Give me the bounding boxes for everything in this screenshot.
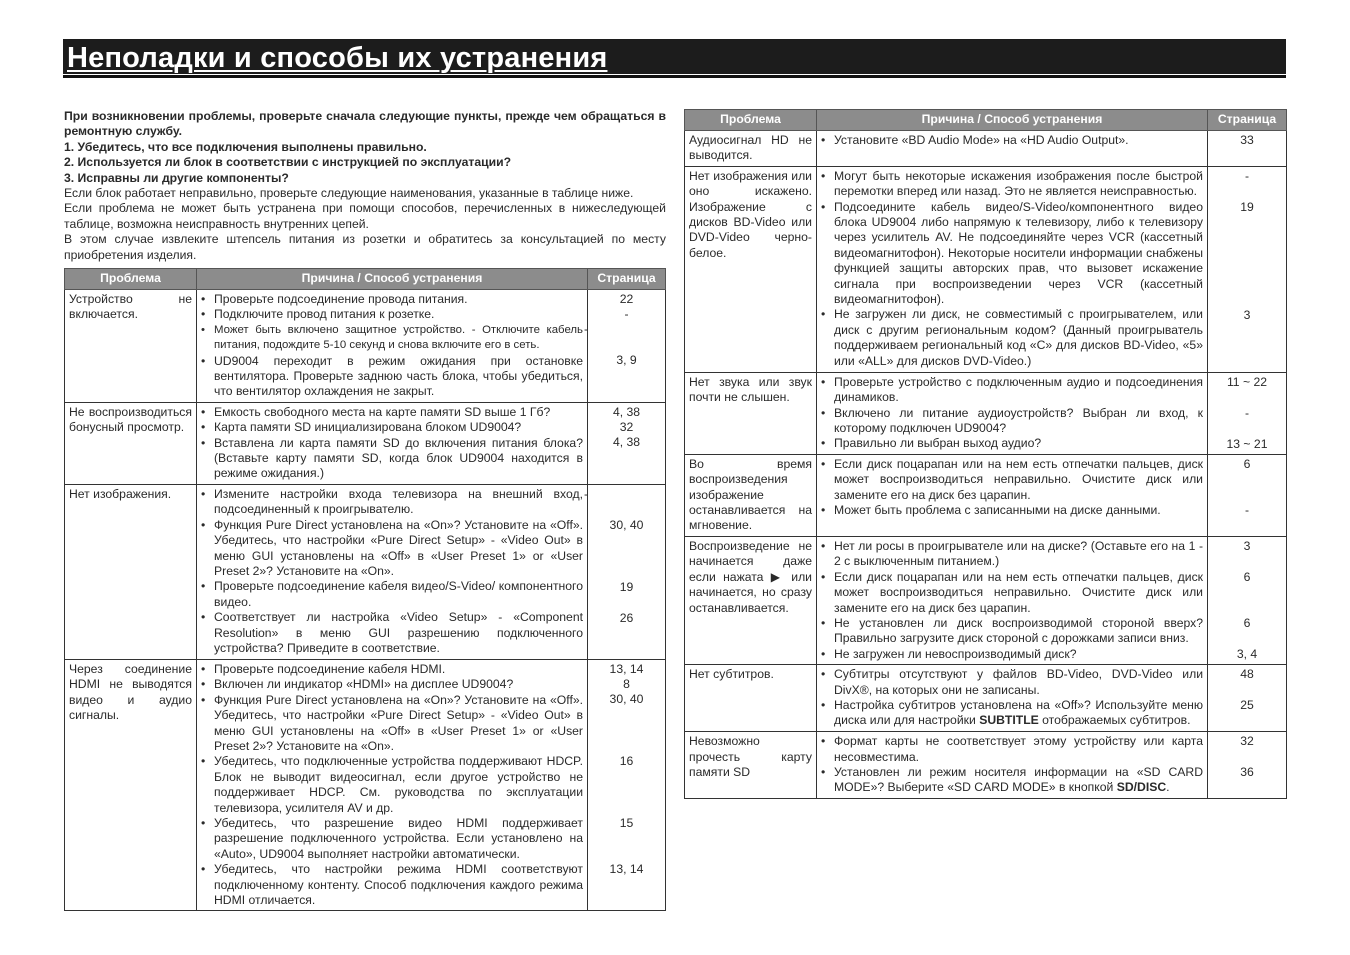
bullet-icon: •: [201, 353, 206, 368]
bullet-icon: •: [201, 579, 206, 594]
page-reference: -: [584, 322, 589, 336]
page-cell: [1208, 536, 1287, 664]
header-cause: Причина / Способ устранения: [817, 110, 1208, 131]
solution-item: [821, 616, 1203, 647]
solution-text: Проверьте подсоединение кабеля HDMI.: [214, 661, 446, 676]
problem-cell: Невозможно прочесть карту памяти SD: [685, 732, 817, 799]
solution-item: [201, 323, 583, 354]
solution-item: [821, 698, 1203, 729]
bullet-icon: •: [821, 734, 826, 749]
page-reference: 25: [1240, 698, 1254, 713]
solution-text: Нет ли росы в проигрывателе или на диске? (Оставьте его на 1 - 2 с выключенным питанием.): [834, 538, 1203, 569]
solution-cell: [817, 372, 1208, 454]
solution-cell: [817, 131, 1208, 167]
solution-cell: [197, 402, 588, 484]
solution-item: [821, 539, 1203, 570]
page-reference: 19: [619, 579, 634, 594]
bullet-icon: •: [201, 323, 205, 336]
solution-item: [201, 436, 583, 482]
table-row: [685, 536, 1287, 664]
page-cell: [1208, 372, 1287, 454]
bullet-icon: •: [201, 435, 206, 450]
bullet-icon: •: [821, 168, 826, 183]
bullet-icon: •: [821, 615, 826, 630]
solution-text: Карта памяти SD инициализирована блоком UD9004?: [214, 420, 522, 435]
page-reference: 19: [1240, 199, 1254, 214]
bullet-icon: •: [821, 667, 826, 682]
bullet-icon: •: [201, 517, 206, 532]
page-reference: 13, 14: [609, 661, 644, 676]
page-reference: 13 ~ 21: [1226, 436, 1268, 451]
page-cell: [1208, 665, 1287, 732]
table-row: [65, 484, 666, 659]
solution-item: [821, 169, 1203, 200]
troubleshooting-table-left: [64, 268, 666, 911]
solution-text: Вставлена ли карта памяти SD до включения питания блока? (Вставьте карту памяти SD, когда блок UD9004 находится в режиме ожидания.): [214, 435, 583, 481]
solution-text: Может быть включено защитное устройство. - Отключите кабель питания, подождите 5-10 секунд и снова включите его в сеть.: [214, 323, 583, 352]
page-reference: 30, 40: [609, 517, 644, 532]
header-problem: Проблема: [65, 269, 197, 290]
problem-cell: Устройство не включается.: [65, 290, 197, 403]
bullet-icon: •: [821, 405, 826, 420]
solution-item: [201, 518, 583, 580]
solution-cell: [817, 454, 1208, 536]
solution-cell: [197, 484, 588, 659]
solution-item: [201, 292, 583, 307]
solution-item: [201, 354, 583, 400]
intro-section: [64, 109, 666, 263]
table-header-row: [65, 269, 666, 290]
solution-item: [201, 754, 583, 816]
problem-cell: Через соединение HDMI не выводятся видео и аудио сигналы.: [65, 659, 197, 911]
solution-text: Проверьте подсоединение провода питания.: [214, 292, 468, 306]
solution-item: [821, 406, 1203, 437]
table-row: [685, 732, 1287, 799]
solution-item: [201, 405, 583, 420]
solution-text: Если диск поцарапан или на нем есть отпечатки пальцев, диск может воспроизводиться неправильно. Очистите диск или замените его на диск без царапин.: [834, 456, 1203, 502]
solution-item: [201, 579, 583, 610]
page-cell: [1208, 166, 1287, 372]
solution-item: [201, 307, 583, 322]
solution-item: [201, 662, 583, 677]
solution-item: [821, 765, 1203, 796]
table-row: [65, 290, 666, 403]
solution-text: Не загружен ли невоспроизводимый диск?: [834, 646, 1077, 661]
solution-cell: [817, 665, 1208, 732]
solution-item: [821, 133, 1203, 148]
bullet-icon: •: [201, 815, 206, 830]
button-reference: SD/DISC: [1116, 780, 1167, 795]
problem-cell: Нет звука или звук почти не слышен.: [685, 372, 817, 454]
bullet-icon: •: [821, 569, 826, 584]
bullet-icon: •: [821, 503, 826, 518]
table-row: [685, 372, 1287, 454]
page-reference: 6: [1243, 615, 1251, 630]
page-reference: 33: [1240, 133, 1254, 147]
bullet-icon: •: [201, 404, 206, 419]
header-page: Страница: [588, 269, 666, 290]
page-reference: 32: [1240, 734, 1254, 749]
page-reference: 6: [1243, 456, 1251, 471]
solution-item: [201, 487, 583, 518]
solution-cell: [197, 659, 588, 911]
solution-cell: [817, 732, 1208, 799]
bullet-icon: •: [201, 486, 206, 501]
solution-text: Убедитесь, что настройки режима HDMI соответствуют подключенному контенту. Способ подключения каждого режима HDMI отличается.: [214, 862, 583, 907]
title-bar: [63, 39, 1286, 74]
page-reference: 8: [623, 676, 630, 691]
problem-cell: Аудиосигнал HD не выводится.: [685, 131, 817, 167]
page-reference: 30, 40: [609, 691, 644, 706]
solution-text: Функция Pure Direct установлена на «On»? Установите на «Off». Убедитесь, что настройки «Pure Direct Setup» - «Video Out» в меню GUI установлены на «Off» в «User Preset 1» or «User Preset 2»? Установите на «On».: [214, 692, 583, 753]
bullet-icon: •: [201, 610, 206, 625]
solution-cell: [817, 166, 1208, 372]
bullet-icon: •: [821, 538, 826, 553]
button-reference: SUBTITLE: [979, 713, 1039, 728]
solution-item: [821, 375, 1203, 406]
bullet-icon: •: [201, 677, 206, 692]
solution-item: [821, 200, 1203, 308]
table-row: [685, 665, 1287, 732]
header-problem: Проблема: [685, 110, 817, 131]
page-cell: [584, 484, 666, 659]
page-title: Неполадки и способы их устранения: [67, 42, 608, 74]
solution-text: Соответствует ли настройка «Video Setup» - «Component Resolution» в меню GUI разрешению подключенного устройства? Приведите в соответствие.: [214, 610, 583, 655]
problem-cell: Нет изображения.: [65, 484, 197, 659]
page-reference: -: [1244, 502, 1250, 517]
page-reference: 3, 9: [616, 353, 637, 367]
table-header-row: [685, 110, 1287, 131]
bullet-icon: •: [821, 133, 826, 147]
problem-cell: Нет субтитров.: [685, 665, 817, 732]
page-reference: -: [584, 486, 589, 501]
solution-item: [821, 307, 1203, 369]
page-reference: 3: [1243, 538, 1251, 553]
page-reference: -: [624, 307, 629, 321]
bullet-icon: •: [821, 307, 826, 322]
header-page: Страница: [1208, 110, 1287, 131]
page-reference: 11 ~ 22: [1226, 374, 1268, 389]
page-reference: 22: [619, 292, 634, 306]
problem-cell: Нет изображения или оно искажено. Изображение с дисков BD-Video или DVD-Video черно-белое.: [685, 166, 817, 372]
bullet-icon: •: [821, 374, 826, 389]
solution-text: Проверьте устройство с подключенным аудио и подсоединения динамиков.: [834, 374, 1203, 405]
page-reference: -: [1244, 405, 1250, 420]
intro-paragraph: Если блок работает неправильно, проверьте следующие наименования, указанные в таблице ниже.: [64, 186, 634, 201]
page-reference: 4, 38: [612, 434, 641, 449]
solution-item: [201, 610, 583, 656]
bullet-icon: •: [821, 646, 826, 661]
page-reference: 6: [1243, 569, 1251, 584]
solution-text: .: [1166, 780, 1170, 795]
page-reference: 16: [619, 753, 634, 768]
solution-text: UD9004 переходит в режим ожидания при остановке вентилятора. Проверьте заднюю часть блока, чтобы убедиться, что вентилятор охлаждения не закрыт.: [214, 353, 583, 399]
bullet-icon: •: [201, 692, 206, 707]
header-cause: Причина / Способ устранения: [197, 269, 588, 290]
solution-item: [201, 693, 583, 755]
bullet-icon: •: [821, 199, 826, 214]
title-divider: [63, 75, 1286, 78]
bullet-icon: •: [201, 661, 206, 676]
solution-text: Включен ли индикатор «HDMI» на дисплее UD9004?: [214, 677, 514, 692]
table-row: [685, 454, 1287, 536]
bullet-icon: •: [821, 764, 826, 779]
bullet-icon: •: [201, 420, 206, 435]
solution-item: [821, 734, 1203, 765]
intro-check-3: 3. Исправны ли другие компоненты?: [64, 170, 289, 185]
page-reference: 32: [619, 419, 634, 434]
solution-text: Субтитры отсутствуют у файлов BD-Video, DVD-Video или DivX®, на которых они не записаны.: [834, 667, 1203, 697]
solution-text: Правильно ли выбран выход аудио?: [834, 436, 1042, 451]
solution-text: Измените настройки входа телевизора на внешний вход, подсоединенный к проигрывателю.: [214, 486, 583, 517]
bullet-icon: •: [821, 436, 826, 451]
solution-cell: [817, 536, 1208, 664]
bullet-icon: •: [201, 307, 206, 322]
solution-text: Убедитесь, что подключенные устройства поддерживают HDCP. Блок не выводит видеосигнал, если другое устройство не поддерживает HDCP. См. руководства по эксплуатации телевизора, усилителя AV и др.: [214, 754, 583, 815]
problem-cell: Воспроизведение не начинается даже если нажата ▶ или начинается, но сразу останавливается.: [685, 536, 817, 664]
solution-text: Формат карты не соответствует этому устройству или карта несовместима.: [834, 734, 1203, 764]
page-reference: 4, 38: [612, 404, 641, 419]
table-row: [65, 659, 666, 911]
solution-text: Установлен ли режим носителя информации на «SD CARD MODE»? Выберите «SD CARD MODE» в кнопкой: [834, 764, 1203, 795]
solution-item: [201, 677, 583, 692]
bullet-icon: •: [201, 292, 206, 306]
problem-cell: Не воспроизводиться бонусный просмотр.: [65, 402, 197, 484]
page-reference: 15: [619, 815, 634, 830]
solution-cell: [197, 290, 588, 403]
solution-text: Установите «BD Audio Mode» на «HD Audio Output».: [834, 133, 1129, 147]
solution-text: отображаемых субтитров.: [1038, 713, 1191, 728]
page-reference: 36: [1240, 765, 1254, 780]
page-cell: [1208, 131, 1287, 167]
solution-text: Подключите провод питания к розетке.: [214, 307, 435, 322]
intro-check-1: 1. Убедитесь, что все подключения выполнены правильно.: [64, 139, 427, 154]
solution-text: Может быть проблема с записанными на диске данными.: [834, 503, 1161, 518]
solution-text: Не установлен ли диск воспроизводимой стороной вверх? Правильно загрузите диск стороной с дорожками записи вниз.: [834, 615, 1203, 646]
solution-item: [821, 647, 1203, 662]
page-cell: [584, 290, 666, 403]
solution-text: Проверьте подсоединение кабеля видео/S-Video/ компонентного видео.: [214, 579, 583, 609]
solution-text: Могут быть некоторые искажения изображения после быстрой перемотки вперед или назад. Это не является неисправностью.: [834, 168, 1203, 199]
bullet-icon: •: [201, 754, 206, 769]
page-reference: 48: [1240, 667, 1254, 682]
page-cell: [588, 659, 666, 911]
solution-item: [821, 436, 1203, 451]
page-cell: [588, 402, 666, 484]
bullet-icon: •: [201, 862, 206, 877]
solution-item: [201, 862, 583, 908]
intro-check-2: 2. Используется ли блок в соответствии с инструкцией по эксплуатации?: [64, 155, 512, 170]
troubleshooting-table-right: [684, 109, 1287, 799]
solution-item: [821, 570, 1203, 616]
solution-text: Функция Pure Direct установлена на «On»? Установите на «Off». Убедитесь, что настройки «Pure Direct Setup» - «Video Out» в меню GUI установлены на «Off» в «User Preset 1» or «User Preset 2»? Установите на «On».: [214, 517, 583, 578]
solution-item: [201, 420, 583, 435]
bullet-icon: •: [821, 456, 826, 471]
solution-text: Убедитесь, что разрешение видео HDMI поддерживает разрешение подключенного устройства. Если установлено на «Auto», UD9004 выполняет настройки автоматически.: [214, 815, 583, 861]
solution-text: Если диск поцарапан или на нем есть отпечатки пальцев, диск может воспроизводиться неправильно. Очистите диск или замените его на диск без царапин.: [834, 569, 1203, 615]
bullet-icon: •: [821, 697, 826, 712]
intro-paragraph: Если проблема не может быть устранена при помощи способов, перечисленных в нижеследующей таблице, возможна неисправность внутренних цепей.: [64, 201, 666, 231]
table-row: [65, 402, 666, 484]
page-reference: 13, 14: [609, 861, 644, 876]
solution-text: Подсоедините кабель видео/S-Video/компонентного видео блока UD9004 либо напрямую к телевизору, либо к телевизору через усилитель AV. Не подсоединяйте через VCR (кассетный видеомагнитофон). Некоторые носители информации снабжены функцией защиты авторских прав, что вызовет искажение сигнала при воспроизведении через VCR (кассетный видеомагнитофон).: [834, 199, 1203, 307]
solution-item: [821, 457, 1203, 503]
intro-paragraph: В этом случае извлеките штепсель питания из розетки и обратитесь за консультацией по месту приобретения изделия.: [64, 232, 666, 262]
solution-text: Настройка субтитров установлена на «Off»? Используйте меню диска или для настройки: [834, 697, 1203, 728]
page-reference: 3, 4: [1236, 646, 1258, 661]
solution-item: [821, 667, 1203, 698]
page-cell: [1208, 454, 1287, 536]
problem-cell: Во время воспроизведения изображение останавливается на мгновение.: [685, 454, 817, 536]
page-reference: 3: [1243, 307, 1251, 322]
page-reference: -: [1244, 168, 1250, 183]
solution-text: Емкость свободного места на карте памяти SD выше 1 Гб?: [214, 404, 551, 419]
solution-text: Не загружен ли диск, не совместимый с проигрывателем, или диск с другим региональным кодом? (Данный проигрыватель поддерживаем региональный код «C» для дисков BD-Video, «5» или «ALL» для дисков DVD-Video.): [834, 307, 1203, 368]
intro-lead: При возникновении проблемы, проверьте сначала следующие пункты, прежде чем обращаться в ремонтную службу.: [64, 109, 666, 139]
solution-item: [821, 503, 1203, 518]
solution-text: Включено ли питание аудиоустройств? Выбран ли вход, к которому подключен UD9004?: [834, 405, 1203, 436]
solution-item: [201, 816, 583, 862]
table-row: [685, 166, 1287, 372]
table-row: [685, 131, 1287, 167]
page-reference: 26: [619, 610, 634, 625]
page-cell: [1208, 732, 1287, 799]
